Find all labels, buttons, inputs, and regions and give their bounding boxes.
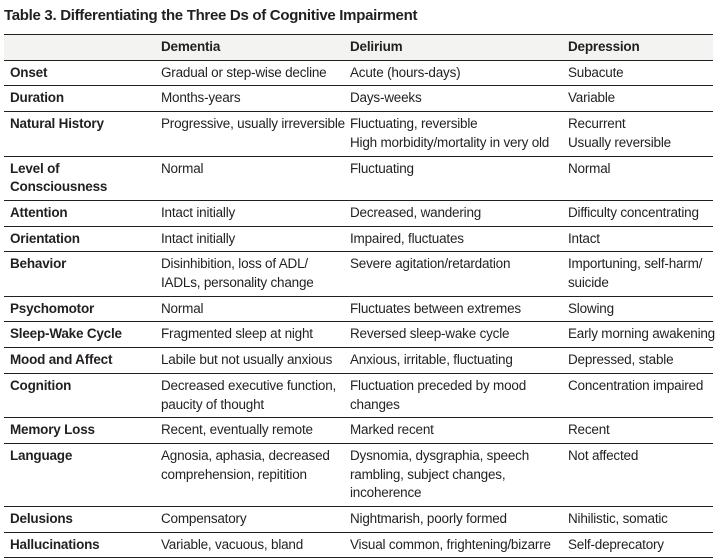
delirium-cell (344, 418, 562, 443)
dementia-cell (155, 86, 344, 111)
depression-cell (562, 227, 713, 252)
cell-text-line: Decreased, wandering (350, 204, 482, 220)
delirium-cell (344, 322, 562, 347)
dementia-cell (155, 227, 344, 252)
table-row (4, 297, 713, 323)
feature-cell (4, 297, 155, 322)
cell-text-line: Intact (568, 230, 600, 246)
dementia-cell (155, 157, 344, 200)
dementia-cell (155, 322, 344, 347)
cell-text-line: Memory Loss (10, 422, 95, 438)
cell-text-line: Variable (568, 90, 615, 106)
table-row (4, 507, 713, 533)
cell-text-line: Gradual or step-wise decline (161, 64, 327, 80)
cell-text-line: Normal (568, 160, 611, 176)
cell-text-line: Fluctuates between extremes (350, 300, 521, 316)
feature-cell (4, 348, 155, 373)
depression-cell (562, 533, 713, 558)
cell-text-line: Slowing (568, 300, 614, 316)
table-body (4, 61, 713, 558)
cell-text-line: Fluctuation preceded by mood (350, 377, 527, 393)
cell-text-line: Visual common, frightening/bizarre (350, 536, 551, 552)
delirium-cell (344, 61, 562, 86)
cell-text-line: Days-weeks (350, 90, 422, 106)
cell-text-line: Reversed sleep-wake cycle (350, 326, 510, 342)
dementia-cell (155, 112, 344, 155)
cell-text-line: Usually reversible (568, 134, 671, 150)
cell-text-line: IADLs, personality change (161, 275, 314, 291)
table-row (4, 252, 713, 296)
table-row (4, 533, 713, 558)
dementia-cell (155, 61, 344, 86)
depression-cell (562, 507, 713, 532)
cell-text-line: Consciousness (10, 179, 108, 195)
feature-cell (4, 61, 155, 86)
cell-text-line: comprehension, repitition (161, 466, 307, 482)
cell-text-line: Nightmarish, poorly formed (350, 511, 507, 527)
dementia-cell (155, 444, 344, 506)
table-row (4, 86, 713, 112)
depression-cell (562, 157, 713, 200)
feature-cell (4, 227, 155, 252)
cell-text-line: Behavior (10, 256, 67, 272)
cell-text-line: paucity of thought (161, 396, 264, 412)
cell-text-line: Orientation (10, 230, 80, 246)
cell-text-line: Fluctuating, reversible (350, 116, 478, 132)
delirium-cell (344, 444, 562, 506)
cell-text-line: Psychomotor (10, 300, 95, 316)
header-cell-feature (4, 35, 155, 60)
cell-text-line: Early morning awakening (568, 326, 715, 342)
delirium-cell (344, 507, 562, 532)
cell-text-line: Dysnomia, dysgraphia, speech (350, 447, 529, 463)
cell-text-line: Recurrent (568, 116, 626, 132)
cell-text-line: Hallucinations (10, 536, 100, 552)
delirium-cell (344, 157, 562, 200)
cell-text-line: Cognition (10, 377, 72, 393)
depression-cell (562, 444, 713, 506)
cell-text-line: Anxious, irritable, fluctuating (350, 352, 513, 368)
cell-text-line: Self-deprecatory (568, 536, 664, 552)
cell-text-line: Sleep-Wake Cycle (10, 326, 122, 342)
comparison-table (4, 34, 713, 558)
feature-cell (4, 374, 155, 417)
cell-text-line: Variable, vacuous, bland (161, 536, 304, 552)
feature-cell (4, 322, 155, 347)
cell-text-line: Marked recent (350, 422, 434, 438)
depression-cell (562, 348, 713, 373)
table-row (4, 112, 713, 156)
cell-text-line: Disinhibition, loss of ADL/ (161, 256, 308, 272)
delirium-cell (344, 533, 562, 558)
cell-text-line: Intact initially (161, 230, 236, 246)
cell-text-line: Concentration impaired (568, 377, 704, 393)
delirium-cell (344, 86, 562, 111)
depression-cell (562, 252, 713, 295)
cell-text-line: Not affected (568, 447, 639, 463)
feature-cell (4, 252, 155, 295)
cell-text-line: rambling, subject changes, (350, 466, 506, 482)
cell-text-line: Decreased executive function, (161, 377, 337, 393)
cell-text-line: Recent, eventually remote (161, 422, 313, 438)
delirium-cell (344, 348, 562, 373)
depression-cell (562, 201, 713, 226)
table-row (4, 201, 713, 227)
feature-cell (4, 533, 155, 558)
depression-cell (562, 322, 713, 347)
table-header-row (4, 35, 713, 61)
cell-text-line: Agnosia, aphasia, decreased (161, 447, 330, 463)
depression-cell (562, 418, 713, 443)
cell-text-line: Nihilistic, somatic (568, 511, 668, 527)
depression-cell (562, 374, 713, 417)
feature-cell (4, 444, 155, 506)
cell-text-line: Mood and Affect (10, 352, 113, 368)
cell-text-line: Duration (10, 90, 64, 106)
header-cell-dementia: Dementia (161, 39, 221, 54)
dementia-cell (155, 533, 344, 558)
feature-cell (4, 157, 155, 200)
cell-text-line: Fragmented sleep at night (161, 326, 313, 342)
depression-cell (562, 297, 713, 322)
cell-text-line: Labile but not usually anxious (161, 352, 333, 368)
cell-text-line: Onset (10, 64, 48, 80)
cell-text-line: Subacute (568, 64, 624, 80)
cell-text-line: Natural History (10, 116, 104, 132)
cell-text-line: Importuning, self-harm/ (568, 256, 703, 272)
cell-text-line: Impaired, fluctuates (350, 230, 464, 246)
cell-text-line: Months-years (161, 90, 241, 106)
dementia-cell (155, 418, 344, 443)
cell-text-line: Attention (10, 204, 68, 220)
dementia-cell (155, 348, 344, 373)
depression-cell (562, 112, 713, 155)
cell-text-line: changes (350, 396, 400, 412)
cell-text-line: Level of (10, 160, 60, 176)
header-cell-depression: Depression (568, 39, 640, 54)
table-row (4, 374, 713, 418)
cell-text-line: Intact initially (161, 204, 236, 220)
table-row (4, 227, 713, 253)
depression-cell (562, 61, 713, 86)
table-row (4, 157, 713, 201)
cell-text-line: suicide (568, 275, 609, 291)
feature-cell (4, 507, 155, 532)
cell-text-line: incoherence (350, 485, 422, 501)
dementia-cell (155, 374, 344, 417)
cell-text-line: Fluctuating (350, 160, 414, 176)
cell-text-line: Depressed, stable (568, 352, 674, 368)
dementia-cell (155, 507, 344, 532)
table-row (4, 418, 713, 444)
table-caption: Table 3. Differentiating the Three Ds of Cognitive Impairment (4, 7, 418, 24)
delirium-cell (344, 227, 562, 252)
cell-text-line: Delusions (10, 511, 73, 527)
cell-text-line: Acute (hours-days) (350, 64, 461, 80)
cell-text-line: Language (10, 447, 73, 463)
cell-text-line: Severe agitation/retardation (350, 256, 511, 272)
table-row (4, 322, 713, 348)
header-cell-delirium: Delirium (350, 39, 403, 54)
delirium-cell (344, 201, 562, 226)
cell-text-line: Normal (161, 160, 204, 176)
cell-text-line: High morbidity/mortality in very old (350, 134, 550, 150)
feature-cell (4, 201, 155, 226)
delirium-cell (344, 112, 562, 155)
delirium-cell (344, 252, 562, 295)
feature-cell (4, 418, 155, 443)
table-row (4, 348, 713, 374)
feature-cell (4, 86, 155, 111)
dementia-cell (155, 252, 344, 295)
table-row (4, 444, 713, 507)
cell-text-line: Normal (161, 300, 204, 316)
cell-text-line: Difficulty concentrating (568, 204, 699, 220)
delirium-cell (344, 297, 562, 322)
dementia-cell (155, 201, 344, 226)
dementia-cell (155, 297, 344, 322)
table-row (4, 61, 713, 87)
cell-text-line: Compensatory (161, 511, 247, 527)
cell-text-line: Progressive, usually irreversible (161, 116, 345, 132)
delirium-cell (344, 374, 562, 417)
feature-cell (4, 112, 155, 155)
depression-cell (562, 86, 713, 111)
cell-text-line: Recent (568, 422, 610, 438)
